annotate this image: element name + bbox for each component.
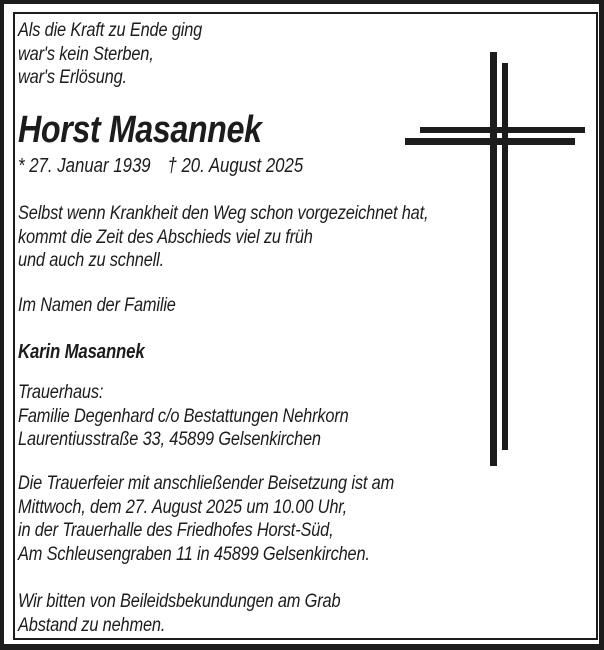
funeral-line: Die Trauerfeier mit anschließender Beisetzung ist am — [18, 472, 395, 494]
message-line: Selbst wenn Krankheit den Weg schon vorgezeichnet hat, — [18, 202, 429, 224]
funeral-line: Mittwoch, dem 27. August 2025 um 10.00 Uhr, — [18, 495, 348, 518]
family-line: Im Namen der Familie — [18, 294, 176, 316]
funeral-line: in der Trauerhalle des Friedhofes Horst-Süd, — [18, 519, 334, 541]
funeral-line: Am Schleusengraben 11 in 45899 Gelsenkirchen. — [18, 542, 370, 565]
funeral-details — [18, 472, 394, 566]
condolence-note — [18, 590, 340, 637]
condolence-line: Wir bitten von Beileidsbekundungen am Grab — [18, 590, 341, 612]
message-line: kommt die Zeit des Abschieds viel zu früh — [18, 225, 313, 248]
cross-horizontal-bar-upper — [420, 127, 585, 133]
death-date: † 20. August 2025 — [167, 155, 304, 177]
message-line: und auch zu schnell. — [18, 249, 164, 271]
life-dates — [18, 154, 303, 178]
verse-line: Als die Kraft zu Ende ging — [18, 19, 203, 41]
mourning-house — [18, 381, 349, 452]
cross-vertical-bar-left — [490, 52, 497, 466]
verse-line: war's kein Sterben, — [18, 42, 154, 65]
mourning-house-line: Trauerhaus: — [18, 381, 104, 403]
cross-vertical-bar-right — [502, 63, 508, 450]
condolence-line: Abstand zu nehmen. — [18, 613, 166, 636]
deceased-name: Horst Masannek — [18, 109, 262, 151]
mourner-name: Karin Masannek — [18, 341, 145, 363]
cross-horizontal-bar-lower — [405, 138, 575, 145]
farewell-message — [18, 202, 428, 273]
verse-line: war's Erlösung. — [18, 66, 127, 88]
birth-date: * 27. Januar 1939 — [18, 155, 151, 177]
mourning-house-line: Laurentiusstraße 33, 45899 Gelsenkirchen — [18, 428, 321, 450]
mourning-house-line: Familie Degenhard c/o Bestattungen Nehrkorn — [18, 404, 349, 427]
verse — [18, 19, 202, 90]
